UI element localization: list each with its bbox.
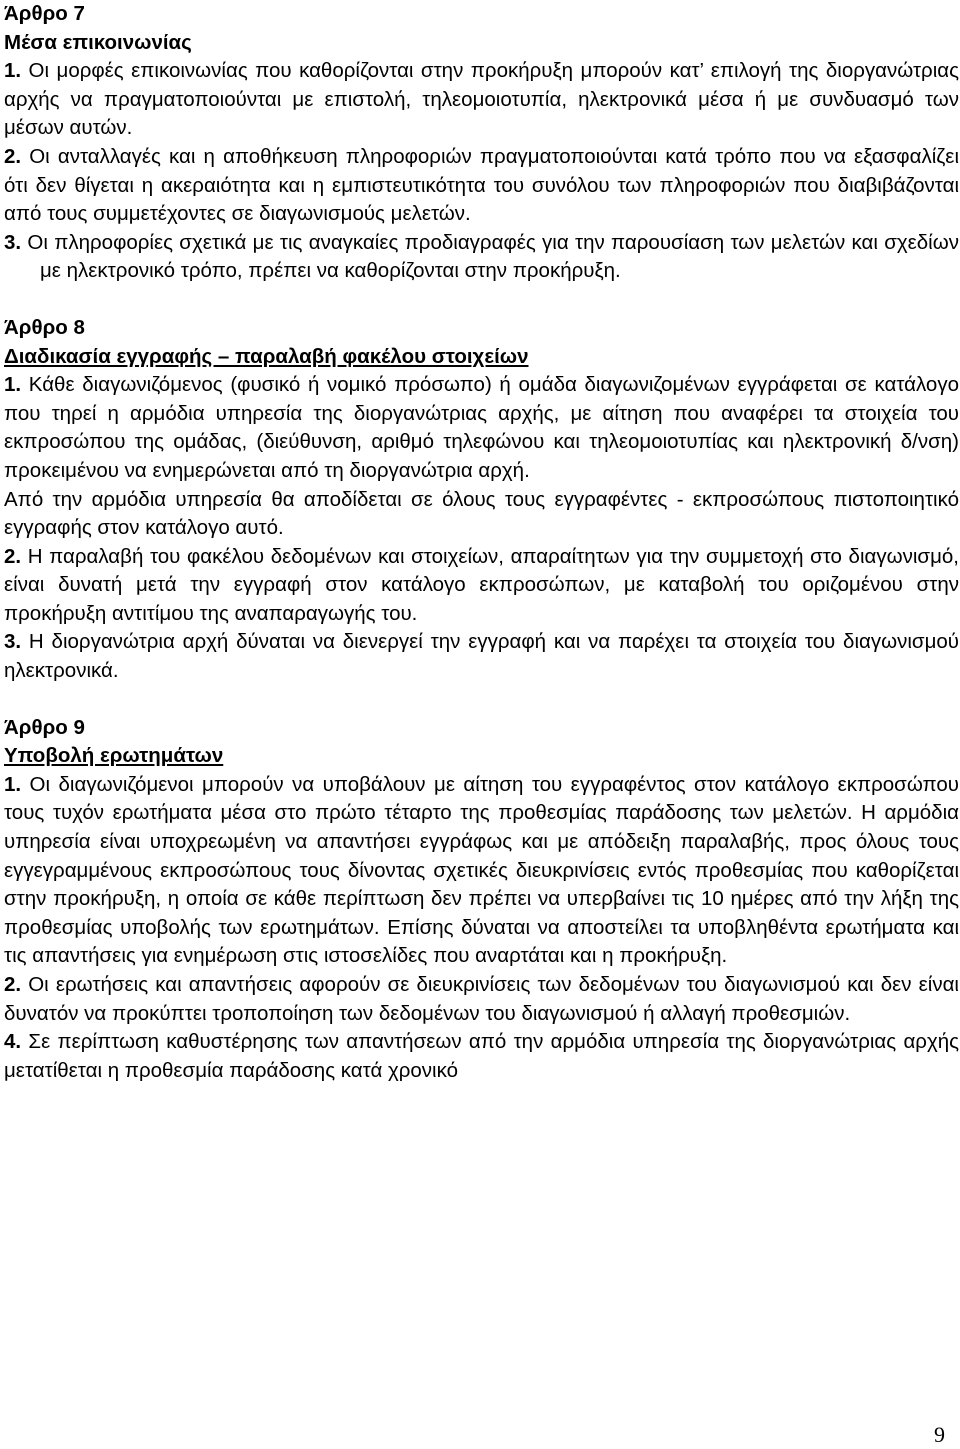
paragraph (4, 628, 959, 685)
paragraph-text: Κάθε διαγωνιζόμενος (φυσικό ή νομικό πρόσωπο) ή ομάδα διαγωνιζομένων εγγράφεται σε κατάλογο που τηρεί η αρμόδια υπηρεσία της διοργανώτριας αρχής, με αίτηση που αναφέρει τα στοιχεία του εκπροσώπου της ομάδας, (διεύθυνση, αριθμό τηλεφώνου και τηλεομοιοτυπίας και ηλεκτρονική δ/νση) προκειμένου να ενημερώνεται από τη διοργανώτρια αρχή. (4, 373, 959, 482)
article-8 (4, 314, 959, 686)
article-heading: Μέσα επικοινωνίας (4, 30, 192, 54)
article-number: Άρθρο 9 (4, 715, 85, 739)
paragraph-number: 2. (4, 973, 22, 996)
document-page (4, 0, 959, 1085)
paragraph-number: 2. (4, 144, 22, 168)
paragraph-text: Οι ανταλλαγές και η αποθήκευση πληροφοριών πραγματοποιούνται κατά τρόπο που να εξασφαλίζει ότι δεν θίγεται η ακεραιότητα και η εμπιστευτικότητα του συνόλου των πληροφοριών που διαβιβάζονται από τους συμμετέχοντες σε διαγωνισμούς μελετών. (4, 144, 959, 226)
paragraph (4, 543, 959, 629)
paragraph-text: Οι ερωτήσεις και απαντήσεις αφορούν σε διευκρινίσεις των δεδομένων του διαγωνισμού και δεν είναι δυνατόν να προκύπτει τροποποίηση των δεδομένων του διαγωνισμού ή αλλαγή προθεσμιών. (4, 973, 959, 1025)
paragraph-text: Από την αρμόδια υπηρεσία θα αποδίδεται σε όλους τους εγγραφέντες - εκπροσώπους πιστοποιητικό εγγραφής στον κατάλογο αυτό. (4, 487, 959, 540)
paragraph-number: 3. (4, 630, 22, 654)
paragraph-number: 1. (4, 59, 22, 83)
page-number: 9 (934, 1422, 945, 1447)
paragraph-text: Οι διαγωνιζόμενοι μπορούν να υποβάλουν με αίτηση του εγγραφέντος στον κατάλογο εκπροσώπου τους τυχόν ερωτήματα μέσα στο πρώτο τέταρτο της προθεσμίας παράδοσης των μελετών. Η αρμόδια υπηρεσία είναι υποχρεωμένη να απαντήσει εγγράφως και με απόδειξη παραλαβής, προς όλους τους εγγεγραμμένους εκπροσώπους τους δίνοντας σχετικές διευκρινίσεις εντός προθεσμίας που καθορίζεται στην προκήρυξη, η οποία σε κάθε περίπτωση δεν πρέπει να υπερβαίνει τις 10 ημέρες από την λήξη της προθεσμίας υποβολής των ερωτημάτων. Επίσης δύναται να αποστείλει τα υποβληθέντα ερωτήματα και τις απαντήσεις για ενημέρωση στις ιστοσελίδες που αναρτάται και η προκήρυξη. (4, 772, 959, 968)
article-9 (4, 714, 959, 1086)
paragraph (4, 771, 959, 971)
spacer (4, 686, 959, 714)
paragraph-number: 1. (4, 772, 22, 796)
article-7 (4, 0, 959, 286)
paragraph-number: 4. (4, 1030, 22, 1054)
paragraph-text: Σε περίπτωση καθυστέρησης των απαντήσεων από την αρμόδια υπηρεσία της διοργανώτριας αρχής μετατίθεται η προθεσμία παράδοσης κατά χρονικό (4, 1030, 959, 1082)
paragraph (4, 371, 959, 485)
article-number: Άρθρο 8 (4, 315, 85, 339)
paragraph-number: 3. (4, 230, 22, 254)
paragraph-number: 2. (4, 544, 22, 568)
article-number: Άρθρο 7 (4, 2, 85, 25)
paragraph-text: Η παραλαβή του φακέλου δεδομένων και στοιχείων, απαραίτητων για την συμμετοχή στο διαγωνισμό, είναι δυνατή μετά την εγγραφή στον κατάλογο εκπροσώπων, με καταβολή του οριζομένου στην προκήρυξη αντιτίμου της αναπαραγωγής του. (4, 544, 959, 625)
paragraph-text: Οι πληροφορίες σχετικά με τις αναγκαίες προδιαγραφές για την παρουσίαση των μελετών και σχεδίων με ηλεκτρονικό τρόπο, πρέπει να καθορίζονται στην προκήρυξη. (21, 230, 959, 283)
paragraph-number: 1. (4, 373, 22, 397)
paragraph (4, 486, 959, 543)
paragraph (4, 1028, 959, 1085)
spacer (4, 286, 959, 314)
paragraph-text: Οι μορφές επικοινωνίας που καθορίζονται στην προκήρυξη μπορούν κατ’ επιλογή της διοργανώτριας αρχής να πραγματοποιούνται με επιστολή, τηλεομοιοτυπία, ηλεκτρονικά μέσα ή με συνδυασμό των μέσων αυτών. (4, 59, 959, 140)
paragraph (4, 143, 959, 229)
article-heading: Διαδικασία εγγραφής – παραλαβή φακέλου στοιχείων (4, 344, 529, 368)
paragraph-text: Η διοργανώτρια αρχή δύναται να διενεργεί την εγγραφή και να παρέχει τα στοιχεία του διαγωνισμού ηλεκτρονικά. (4, 630, 959, 683)
article-heading: Υποβολή ερωτημάτων (4, 744, 224, 768)
paragraph (4, 971, 959, 1028)
paragraph (4, 229, 959, 286)
paragraph (4, 57, 959, 143)
